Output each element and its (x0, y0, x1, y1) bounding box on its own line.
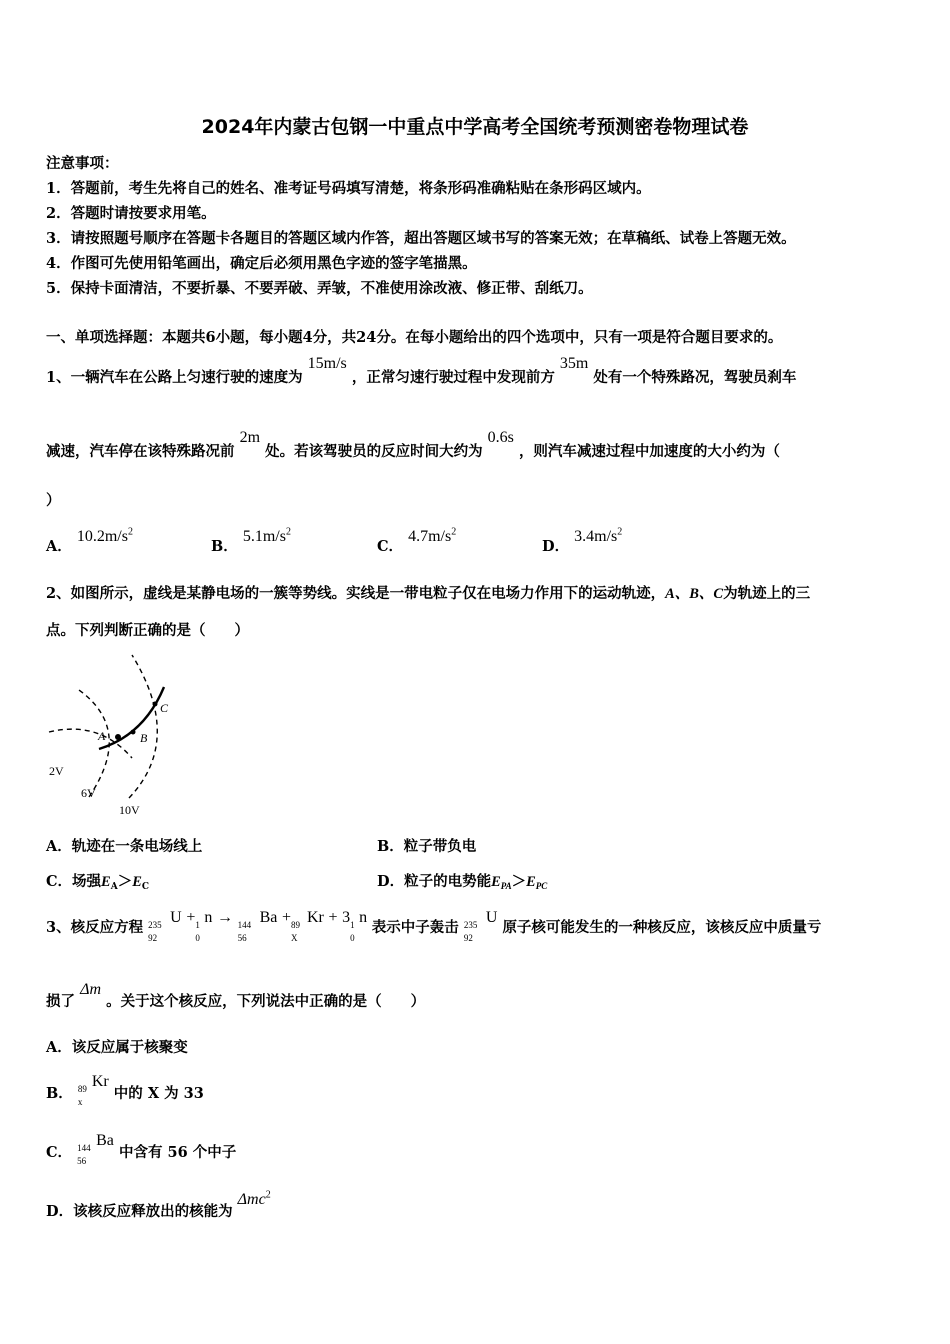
q1-distance: 35m (559, 355, 589, 372)
symbol-kr: Kr (91, 1073, 109, 1090)
option-label: A． (46, 538, 72, 555)
nuclear-equation (148, 909, 372, 943)
mass-number: 1 (195, 920, 200, 930)
section-heading: 一、单项选择题：本题共6小题，每小题4分，共24分。在每小题给出的四个选项中，只有一项是符合题目要求的。 (46, 329, 783, 346)
atomic-number: 92 (148, 933, 158, 943)
label-a: A (98, 729, 106, 743)
atomic-number: x (77, 1097, 83, 1107)
arrow: → (216, 909, 233, 926)
q2-line2: 点。下列判断正确的是（ ） (46, 622, 249, 639)
q3-text-2: 表示中子轰击 (371, 919, 459, 936)
math-e: E (491, 874, 501, 890)
subscript: C (141, 882, 150, 892)
q1-text-6: ，则汽车减速过程中加速度的大小约为（ (518, 443, 780, 460)
ba-symbol (77, 1132, 114, 1166)
q1-option-d[interactable] (542, 526, 623, 556)
q3-text-4: 损了 (46, 993, 75, 1010)
point-b (131, 730, 136, 735)
atomic-number: X (291, 933, 298, 943)
atomic-number: 0 (195, 933, 200, 943)
q3-line2 (46, 981, 426, 1011)
q1-line1 (46, 355, 797, 387)
subscript: PC (535, 881, 548, 891)
q2-option-d[interactable] (377, 870, 547, 891)
q2-option-c[interactable] (46, 870, 149, 892)
q2-text-2: 为轨迹上的三 (723, 585, 811, 602)
option-text: 中含有 56 个中子 (118, 1144, 237, 1161)
option-value: 3.4m/s (574, 528, 618, 545)
q1-text-3: 处有一个特殊路况，驾驶员刹车 (593, 369, 797, 386)
equipotential-2v (49, 729, 132, 758)
trajectory-line (99, 687, 164, 749)
plus: + (328, 909, 338, 926)
kr-symbol (77, 1073, 109, 1107)
atomic-number: 0 (350, 933, 355, 943)
equipotential-10v (129, 655, 157, 798)
math-e: E (132, 874, 142, 890)
atomic-number: 92 (463, 933, 473, 943)
mass-number: 144 (237, 920, 252, 930)
page-title: 2024年内蒙古包钢一中重点中学高考全国统考预测密卷物理试卷 (201, 116, 749, 138)
option-label: C． (377, 538, 404, 555)
symbol-u: U (485, 909, 498, 926)
option-label: C． (46, 1144, 73, 1161)
notice-item: 2．答题时请按要求用笔。 (46, 205, 216, 222)
option-text: 中的 X 为 33 (113, 1085, 204, 1102)
subscript: A (110, 882, 118, 892)
option-label: B． (46, 1085, 73, 1102)
mass-number: 144 (77, 1143, 91, 1153)
q2-option-a[interactable]: A．轨迹在一条电场线上 (46, 838, 203, 855)
point-a (115, 734, 121, 740)
option-exp: 2 (285, 526, 291, 538)
atomic-number: 56 (237, 933, 247, 943)
plus: + (186, 909, 196, 926)
option-exp: 2 (127, 526, 133, 538)
exponent: 2 (265, 1189, 271, 1201)
q3-option-a[interactable]: A．该反应属于核聚变 (46, 1039, 188, 1056)
atomic-number: 56 (77, 1156, 87, 1166)
mass-defect: Δm (80, 981, 102, 998)
q1-text-5: 处。若该驾驶员的反应时间大约为 (265, 443, 483, 460)
q3-option-b[interactable] (46, 1073, 204, 1107)
option-label: D． (542, 538, 570, 555)
notice-item: 3．请按照题号顺序在答题卡各题目的答题区域内作答，超出答题区域书写的答案无效；在草稿纸、试卷上答题无效。 (46, 230, 796, 247)
q2-points: A、B、C (665, 586, 724, 602)
option-value: 5.1m/s (242, 528, 286, 545)
symbol-ba: Ba (96, 1132, 114, 1149)
q2-option-b[interactable]: B．粒子带负电 (377, 838, 477, 855)
symbol-u: U (170, 909, 182, 926)
option-value: 10.2m/s (76, 528, 128, 545)
q1-reaction-time: 0.6s (487, 429, 514, 446)
option-exp: 2 (617, 526, 623, 538)
subscript: PA (500, 881, 512, 891)
notice-heading: 注意事项： (46, 155, 119, 172)
plus: + (281, 909, 291, 926)
equipotential-6v (79, 690, 109, 797)
notice-item: 4．作图可先使用铅笔画出，确定后必须用黑色字迹的签字笔描黑。 (46, 255, 477, 272)
option-exp: 2 (451, 526, 457, 538)
mass-number: 235 (463, 920, 478, 930)
mass-number: 89 (77, 1084, 87, 1094)
q2-text-1: 2、如图所示，虚线是某静电场的一簇等势线。实线是一带电粒子仅在电场力作用下的运动轨迹， (46, 585, 666, 602)
math-e: E (526, 874, 536, 890)
q1-option-b[interactable] (211, 526, 291, 556)
symbol-ba: Ba (259, 909, 278, 926)
q1-option-a[interactable] (46, 526, 133, 556)
gt: ＞ (511, 873, 527, 890)
q1-text-1: 1、一辆汽车在公路上匀速行驶的速度为 (46, 369, 303, 386)
q2-line1 (46, 582, 810, 603)
option-text: C．场强 (46, 873, 102, 890)
q1-line2 (46, 429, 780, 461)
notice-item: 5．保持卡面清洁，不要折暴、不要弄破、弄皱，不准使用涂改液、修正带、刮纸刀。 (46, 280, 593, 297)
q3-option-d[interactable] (46, 1189, 271, 1221)
symbol-kr: Kr (307, 909, 324, 926)
q3-option-c[interactable] (46, 1132, 237, 1166)
mass-number: 235 (148, 920, 162, 930)
q1-stop-distance: 2m (239, 429, 261, 446)
q3-text-3: 原子核可能发生的一种核反应，该核反应中质量亏 (502, 919, 822, 936)
q3-line1 (46, 909, 822, 943)
gt: ＞ (117, 873, 133, 890)
q1-line3: ） (46, 492, 61, 509)
math-e: E (101, 874, 111, 890)
option-text: D．粒子的电势能 (377, 873, 492, 890)
option-text: D．该核反应释放出的核能为 (46, 1203, 233, 1220)
label-6v: 6V (81, 786, 96, 800)
label-2v: 2V (49, 764, 64, 778)
q1-text-2: ，正常匀速行驶过程中发现前方 (351, 369, 555, 386)
label-c: C (160, 701, 169, 715)
coefficient: 3 (342, 909, 351, 926)
q3-text-5: 。关于这个核反应，下列说法中正确的是（ ） (106, 993, 426, 1010)
q1-option-c[interactable] (377, 526, 457, 556)
energy-expr: Δmc (237, 1191, 266, 1208)
point-c (153, 702, 158, 707)
option-label: B． (211, 538, 238, 555)
mass-number: 89 (291, 920, 300, 930)
symbol-n: n (204, 909, 213, 926)
mass-number: 1 (350, 920, 355, 930)
label-10v: 10V (119, 803, 140, 817)
q1-text-4: 减速，汽车停在该特殊路况前 (46, 443, 235, 460)
q3-text-1: 3、核反应方程 (46, 919, 144, 936)
q1-speed: 15m/s (307, 355, 347, 372)
symbol-n: n (359, 909, 368, 926)
notice-item: 1．答题前，考生先将自己的姓名、准考证号码填写清楚，将条形码准确粘贴在条形码区域内。 (46, 180, 651, 197)
label-b: B (140, 731, 148, 745)
option-value: 4.7m/s (408, 528, 452, 545)
uranium-symbol (463, 909, 498, 943)
q2-figure (44, 650, 184, 820)
